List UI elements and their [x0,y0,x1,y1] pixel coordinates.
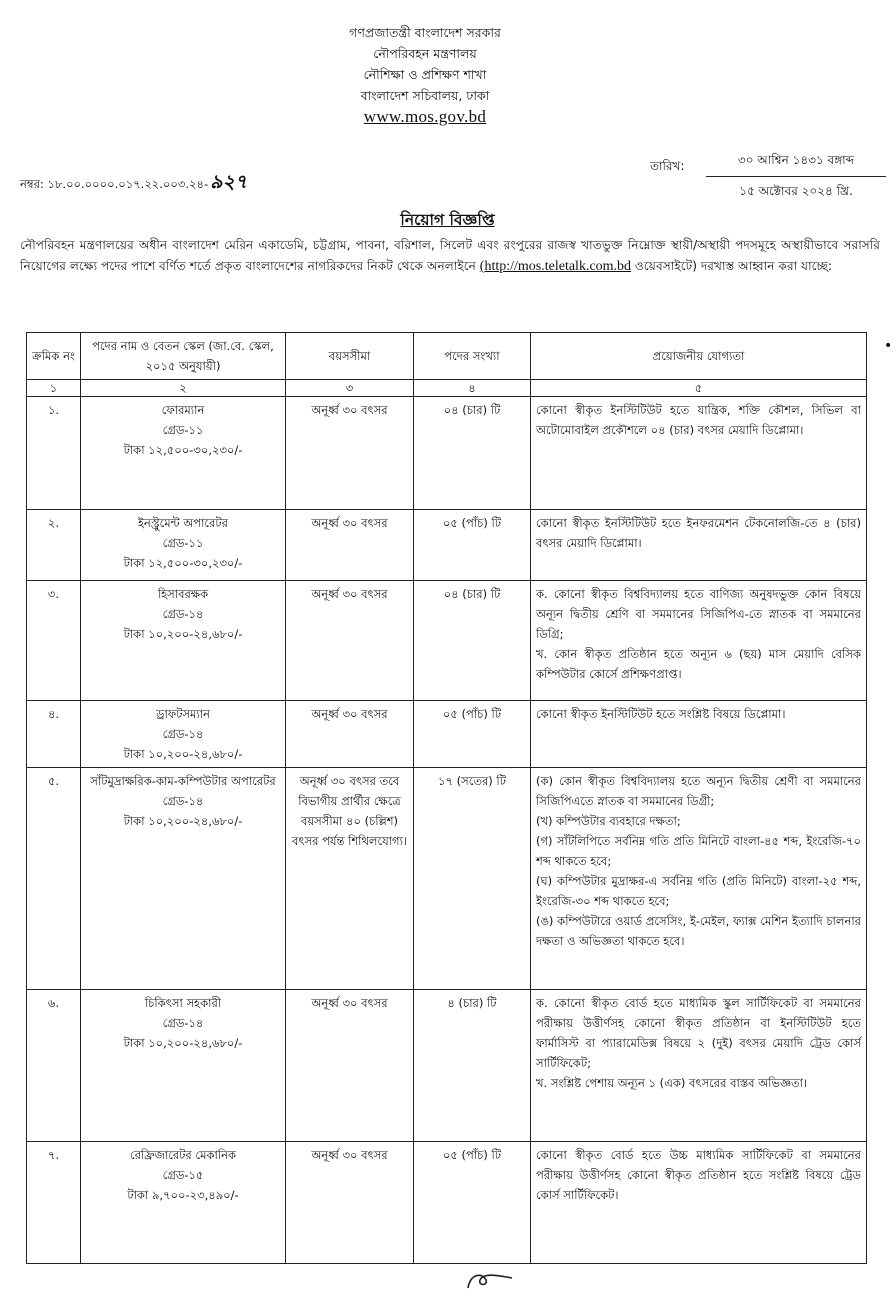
table-row [27,581,867,701]
header-age: বয়সসীমা [286,333,414,380]
memo-number [20,168,247,200]
age-cell [286,510,414,581]
website-link[interactable]: www.mos.gov.bd [363,107,487,126]
header-count: পদের সংখ্যা [414,333,531,380]
age-cell [286,768,414,990]
pay-scale: টাকা ১২,৫০০-৩০,২৩০/- [123,443,243,457]
count-cell [414,701,531,768]
pay-scale: টাকা ৯,৭০০-২৩,৪৯০/- [127,1188,239,1202]
age-cell [286,1142,414,1264]
age-limit: অনূর্ধ্ব ৩০ বৎসর [311,587,388,601]
pay-scale: টাকা ১০,২০০-২৪,৬৮০/- [123,814,243,828]
count-cell [414,397,531,510]
column-number-row [27,380,867,397]
date-divider [706,176,886,177]
post-count: ১৭ (সতের) টি [438,774,506,788]
page-title [0,208,895,234]
pay-scale: টাকা ১০,২০০-২৪,৬৮০/- [123,747,243,761]
pay-scale: টাকা ১০,২০০-২৪,৬৮০/- [123,1036,243,1050]
ministry-name: নৌপরিবহন মন্ত্রণালয় [373,46,477,61]
date-block [706,150,886,201]
vacancy-table [26,332,867,1264]
serial-number: ৭. [47,1148,60,1162]
post-name: হিসাবরক্ষক [157,587,209,601]
post-count: ৪ (চার) টি [447,996,497,1010]
post-name: ড্রাফটসম্যান [156,707,210,721]
memo-number-handwritten: ৯২৭ [210,171,248,193]
table-row [27,768,867,990]
post-cell [81,397,286,510]
post-name: ফোরম্যান [161,403,205,417]
qualification-cell [531,990,867,1142]
qualification-item: খ. সংশ্লিষ্ট পেশায় অন্যূন ১ (এক) বৎসরের বাস্তব অভিজ্ঞতা। [536,1076,808,1090]
post-cell [81,701,286,768]
qualification-item: কোনো স্বীকৃত বোর্ড হতে উচ্চ মাধ্যমিক সার্টিফিকেট বা সমমানের পরীক্ষায় উত্তীর্ণসহ কোনো স্বীকৃত প্রতিষ্ঠান হতে সংশ্লিষ্ট বিষয়ে ট্রেড কোর্স সার্টিফিকেট। [536,1148,861,1202]
post-cell [81,581,286,701]
intro-paragraph [20,235,880,277]
post-name: সাঁটমুদ্রাক্ষরিক-কাম-কম্পিউটার অপারেটর [90,774,276,788]
serial-cell [27,1142,81,1264]
qualification-cell [531,510,867,581]
table-row [27,701,867,768]
qualification-item: খ. কোন স্বীকৃত প্রতিষ্ঠান হতে অন্যূন ৬ (ছয়) মাস মেয়াদি বেসিক কম্পিউটার কোর্সে প্রশিক্ষণপ্রাপ্ত। [536,647,861,681]
qualification-cell [531,701,867,768]
age-cell [286,581,414,701]
table-header-row [27,333,867,380]
age-cell [286,397,414,510]
header-qualification: প্রয়োজনীয় যোগ্যতা [531,333,867,380]
post-grade: গ্রেড-১৫ [162,1168,204,1182]
date-english: ১৫ অক্টোবর ২০২৪ খ্রি. [739,184,853,198]
signature-mark [460,1268,520,1290]
margin-mark: • [884,338,893,354]
qualification-item: (ঙ) কম্পিউটারে ওয়ার্ড প্রসেসিং, ই-মেইল, ফ্যাক্স মেশিন ইত্যাদি চালনার দক্ষতা ও অভিজ্ঞতা থাকতে হবে। [536,914,861,948]
age-limit: অনূর্ধ্ব ৩০ বৎসর তবে বিভাগীয় প্রার্থীর ক্ষেত্রে বয়সসীমা ৪০ (চল্লিশ) বৎসর পর্যন্ত শিথিলযোগ্য। [291,774,408,848]
count-cell [414,768,531,990]
govt-name: গণপ্রজাতন্ত্রী বাংলাদেশ সরকার [349,25,501,40]
post-grade: গ্রেড-১১ [162,423,204,437]
post-name: চিকিৎসা সহকারী [144,996,222,1010]
col-number: ৫ [531,380,867,397]
col-number: ২ [81,380,286,397]
age-limit: অনূর্ধ্ব ৩০ বৎসর [311,1148,388,1162]
post-grade: গ্রেড-১৪ [162,794,204,808]
post-count: ০৫ (পাঁচ) টি [442,1148,502,1162]
qualification-cell [531,1142,867,1264]
age-limit: অনূর্ধ্ব ৩০ বৎসর [311,516,388,530]
date-label: তারিখ: [650,159,685,173]
qualification-item: ক. কোনো স্বীকৃত বোর্ড হতে মাধ্যমিক স্কুল সার্টিফিকেট বা সমমানের পরীক্ষায় উত্তীর্ণসহ কোনো স্বীকৃত প্রতিষ্ঠান বা ইনস্টিটিউট হতে ফার্মাসিস্ট বা প্যারামেডিক্স বিষয়ে ২ (দুই) বৎসর মেয়াদি ট্রেড কোর্স সার্টিফিকেট; [536,996,861,1070]
intro-suffix: ওয়েবসাইটে) দরখাস্ত আহ্বান করা যাচ্ছে: [631,259,833,273]
post-grade: গ্রেড-১৪ [162,727,204,741]
age-cell [286,701,414,768]
post-grade: গ্রেড-১১ [162,536,204,550]
table-row [27,510,867,581]
letterhead [0,22,850,127]
table-row [27,990,867,1142]
count-cell [414,581,531,701]
office-address: বাংলাদেশ সচিবালয়, ঢাকা [360,88,490,103]
intro-text: নৌপরিবহন মন্ত্রণালয়ের অধীন বাংলাদেশ মেরিন একাডেমি, চট্টগ্রাম, পাবনা, বরিশাল, সিলেট এবং রংপুরের রাজস্ব খাতভুক্ত নিম্নোক্ত স্থায়ী/অস্থায়ী পদসমূহে অস্থায়ীভাবে সরাসরি নিয়োগের লক্ষ্যে পদের পাশে বর্ণিত শর্তে প্রকৃত বাংলাদেশের নাগরিকদের নিকট থেকে অনলাইনে [20,238,880,273]
age-limit: অনূর্ধ্ব ৩০ বৎসর [311,996,388,1010]
qualification-item: (গ) সাঁটলিপিতে সর্বনিম্ন গতি প্রতি মিনিটে বাংলা-৪৫ শব্দ, ইংরেজি-৭০ শব্দ থাকতে হবে; [536,834,861,868]
table-row [27,397,867,510]
serial-cell [27,397,81,510]
post-count: ০৪ (চার) টি [443,587,501,601]
post-grade: গ্রেড-১৪ [162,1016,204,1030]
qualification-cell [531,768,867,990]
post-cell [81,510,286,581]
col-number: ১ [27,380,81,397]
post-cell [81,1142,286,1264]
serial-number: ২. [47,516,60,530]
qualification-cell [531,397,867,510]
pay-scale: টাকা ১০,২০০-২৪,৬৮০/- [123,627,243,641]
age-limit: অনূর্ধ্ব ৩০ বৎসর [311,707,388,721]
post-count: ০৪ (চার) টি [443,403,501,417]
serial-number: ৪. [47,707,60,721]
col-number: ৪ [414,380,531,397]
post-name: রেফ্রিজারেটর মেকানিক [129,1148,237,1162]
serial-cell [27,510,81,581]
post-count: ০৫ (পাঁচ) টি [442,707,502,721]
serial-cell [27,581,81,701]
branch-name: নৌশিক্ষা ও প্রশিক্ষণ শাখা [363,67,487,82]
post-grade: গ্রেড-১৪ [162,607,204,621]
pay-scale: টাকা ১২,৫০০-৩০,২৩০/- [123,556,243,570]
serial-number: ১. [47,403,60,417]
qualification-item: (ক) কোন স্বীকৃত বিশ্ববিদ্যালয় হতে অন্যূন দ্বিতীয় শ্রেণী বা সমমানের সিজিপিএতে স্নাতক বা সমমানের ডিগ্রী; [536,774,861,808]
header-post: পদের নাম ও বেতন স্কেল (জা.বে. স্কেল, ২০১৫ অনুযায়ী) [81,333,286,380]
age-cell [286,990,414,1142]
qualification-item: ক. কোনো স্বীকৃত বিশ্ববিদ্যালয় হতে বাণিজ্য অনুষদভুক্ত কোন বিষয়ে অন্যূন দ্বিতীয় শ্রেণি বা সমমানের সিজিপিএ-তে স্নাতক বা সমমানের ডিগ্রি; [536,587,861,641]
qualification-item: কোনো স্বীকৃত ইনস্টিটিউট হতে যান্ত্রিক, শক্তি কৌশল, সিভিল বা অটোমোবাইল প্রকৌশলে ০৪ (চার) বৎসর মেয়াদি ডিপ্লোমা। [536,403,861,437]
post-cell [81,768,286,990]
title-text: নিয়োগ বিজ্ঞপ্তি [400,211,495,229]
header-serial: ক্রমিক নং [27,333,81,380]
serial-number: ৫. [47,774,60,788]
count-cell [414,510,531,581]
count-cell [414,990,531,1142]
qualification-cell [531,581,867,701]
post-name: ইনস্ট্রুমেন্ট অপারেটর [138,516,228,530]
table-row [27,1142,867,1264]
post-cell [81,990,286,1142]
serial-number: ৬. [47,996,60,1010]
serial-cell [27,701,81,768]
qualification-item: (ঘ) কম্পিউটার মুদ্রাক্ষর-এ সর্বনিম্ন গতি (প্রতি মিনিটে) বাংলা-২৫ শব্দ, ইংরেজি-৩০ শব্দ থাকতে হবে; [536,874,861,908]
qualification-item: কোনো স্বীকৃত ইনস্টিটিউট হতে সংশ্লিষ্ট বিষয়ে ডিপ্লোমা। [536,707,786,721]
col-number: ৩ [286,380,414,397]
age-limit: অনূর্ধ্ব ৩০ বৎসর [311,403,388,417]
memo-number-text: নম্বর: ১৮.০০.০০০০.০১৭.২২.০০৩.২৪- [20,177,209,191]
qualification-item: (খ) কম্পিউটার ব্যবহারে দক্ষতা; [536,814,681,828]
serial-cell [27,990,81,1142]
serial-number: ৩. [47,587,60,601]
application-url[interactable]: (http://mos.teletalk.com.bd [479,259,632,274]
serial-cell [27,768,81,990]
post-count: ০৫ (পাঁচ) টি [442,516,502,530]
count-cell [414,1142,531,1264]
date-bangla: ৩০ আশ্বিন ১৪৩১ বঙ্গাব্দ [737,153,855,167]
qualification-item: কোনো স্বীকৃত ইনস্টিটিউট হতে ইনফরমেশন টেকনোলজি-তে ৪ (চার) বৎসর মেয়াদি ডিপ্লোমা। [536,516,861,550]
